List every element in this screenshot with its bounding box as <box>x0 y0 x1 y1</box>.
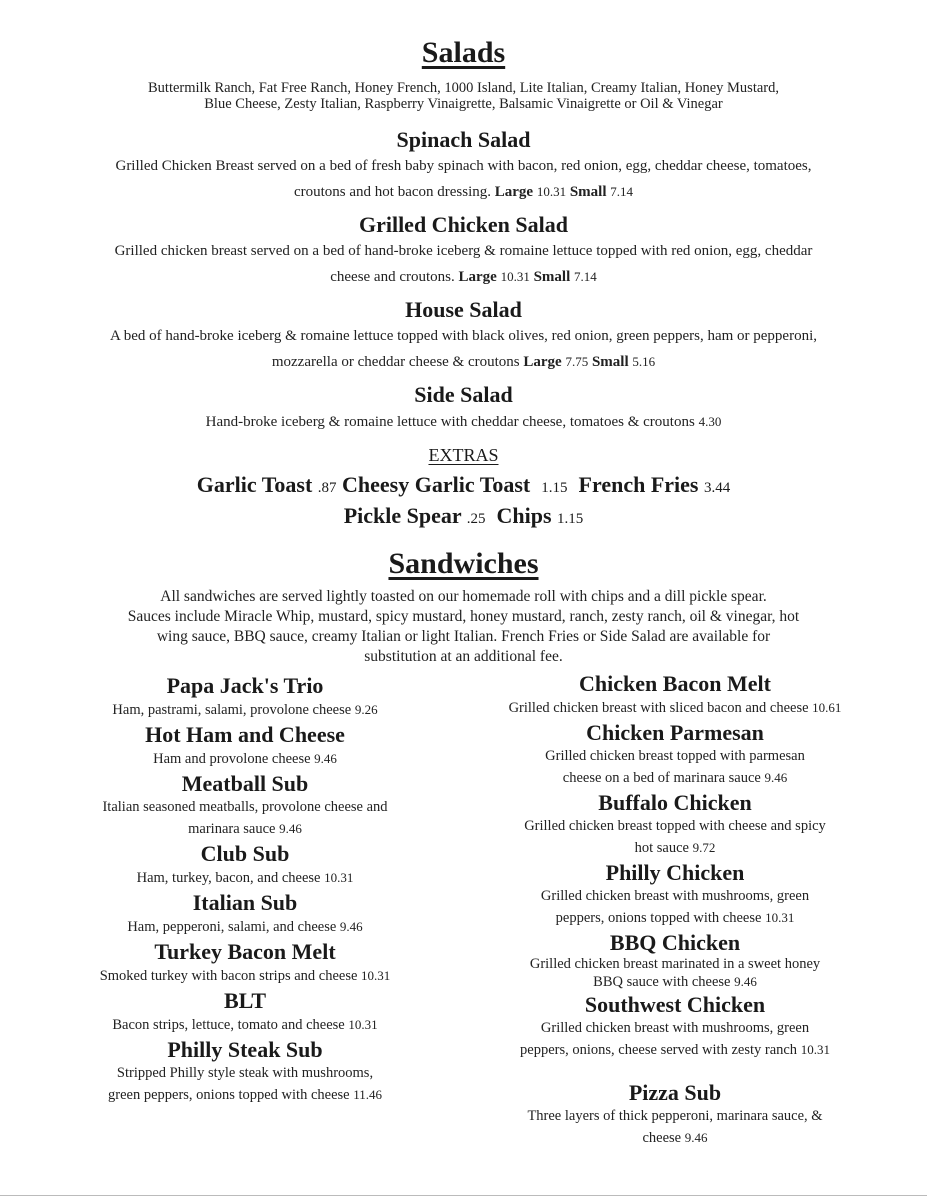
meatball-sub-title: Meatball Sub <box>181 771 309 796</box>
salads-title: Salads <box>421 36 506 69</box>
southwest-chicken-title: Southwest Chicken <box>584 992 766 1017</box>
salads-section <box>0 36 927 667</box>
side-salad-title: Side Salad <box>414 382 513 407</box>
southwest-chicken-desc-1: Grilled chicken breast with mushrooms, green <box>540 1020 810 1036</box>
extras-title: EXTRAS <box>428 445 499 465</box>
grilled-chicken-salad-desc-1: Grilled chicken breast served on a bed of hand-broke iceberg & romaine lettuce topped with red onion, egg, cheddar <box>114 243 813 259</box>
papa-jacks-trio-title: Papa Jack's Trio <box>166 673 324 698</box>
chicken-bacon-melt-title: Chicken Bacon Melt <box>579 671 771 696</box>
spinach-salad-desc-1: Grilled Chicken Breast served on a bed of fresh baby spinach with bacon, red onion, egg, cheddar cheese, tomatoes, <box>115 158 812 174</box>
blt-desc: Bacon strips, lettuce, tomato and cheese 10.31 <box>112 1017 378 1033</box>
side-salad-desc: Hand-broke iceberg & romaine lettuce with cheddar cheese, tomatoes & croutons 4.30 <box>205 414 722 430</box>
buffalo-chicken-title: Buffalo Chicken <box>598 790 752 815</box>
philly-chicken-desc-2: peppers, onions topped with cheese 10.31 <box>555 910 795 926</box>
extras-line-2: Pickle Spear .25 Chips 1.15 <box>343 503 584 528</box>
buffalo-chicken-desc-2: hot sauce 9.72 <box>634 840 716 856</box>
club-sub-desc: Ham, turkey, bacon, and cheese 10.31 <box>136 870 354 886</box>
sandwiches-right-column <box>470 670 880 1149</box>
spinach-salad-desc-2: croutons and hot bacon dressing. Large 10.31 Small 7.14 <box>293 184 634 200</box>
grilled-chicken-salad-desc-2: cheese and croutons. Large 10.31 Small 7.14 <box>330 269 597 285</box>
chicken-parmesan-title: Chicken Parmesan <box>586 720 764 745</box>
sandwich-intro-2: Sauces include Miracle Whip, mustard, spicy mustard, honey mustard, ranch, zesty ranch, oil & vinegar, hot <box>127 608 800 625</box>
southwest-chicken-desc-2: peppers, onions, cheese served with zesty ranch 10.31 <box>520 1042 830 1058</box>
house-salad-desc-1: A bed of hand-broke iceberg & romaine lettuce topped with black olives, red onion, green peppers, ham or pepperoni, <box>110 328 817 344</box>
sandwich-intro-4: substitution at an additional fee. <box>364 648 563 665</box>
philly-chicken-desc-1: Grilled chicken breast with mushrooms, green <box>540 888 810 904</box>
turkey-bacon-melt-desc: Smoked turkey with bacon strips and cheese 10.31 <box>99 968 391 984</box>
hot-ham-desc: Ham and provolone cheese 9.46 <box>153 751 337 767</box>
philly-steak-sub-title: Philly Steak Sub <box>167 1037 323 1062</box>
pizza-sub-desc-2: cheese 9.46 <box>642 1130 708 1146</box>
chicken-bacon-melt-desc: Grilled chicken breast with sliced bacon and cheese 10.61 <box>508 700 842 716</box>
philly-chicken-title: Philly Chicken <box>605 860 745 885</box>
sandwiches-left-column <box>40 672 450 1106</box>
chicken-parmesan-desc-2: cheese on a bed of marinara sauce 9.46 <box>562 770 788 786</box>
meatball-sub-desc-2: marinara sauce 9.46 <box>188 821 302 837</box>
meatball-sub-desc-1: Italian seasoned meatballs, provolone cheese and <box>102 799 388 815</box>
sandwiches-title: Sandwiches <box>388 547 539 580</box>
house-salad-desc-2: mozzarella or cheddar cheese & croutons Large 7.75 Small 5.16 <box>271 354 656 370</box>
bbq-chicken-desc-2: BBQ sauce with cheese 9.46 <box>593 974 757 990</box>
pizza-sub-title: Pizza Sub <box>628 1080 722 1105</box>
dressings-line-1: Buttermilk Ranch, Fat Free Ranch, Honey French, 1000 Island, Lite Italian, Creamy Italian, Honey Mustard, <box>148 80 779 96</box>
italian-sub-desc: Ham, pepperoni, salami, and cheese 9.46 <box>127 919 363 935</box>
sandwich-intro-1: All sandwiches are served lightly toasted on our homemade roll with chips and a dill pickle spear. <box>160 588 767 605</box>
turkey-bacon-melt-title: Turkey Bacon Melt <box>154 939 336 964</box>
grilled-chicken-salad-title: Grilled Chicken Salad <box>358 212 569 237</box>
page-bottom-divider <box>0 1195 927 1196</box>
blt-title: BLT <box>223 988 266 1013</box>
italian-sub-title: Italian Sub <box>192 890 298 915</box>
philly-steak-sub-desc-2: green peppers, onions topped with cheese 11.46 <box>108 1087 382 1103</box>
pizza-sub-desc-1: Three layers of thick pepperoni, marinara sauce, & <box>527 1108 823 1124</box>
papa-jacks-trio-desc: Ham, pastrami, salami, provolone cheese 9.26 <box>112 702 378 718</box>
bbq-chicken-desc-1: Grilled chicken breast marinated in a sweet honey <box>529 956 821 972</box>
philly-steak-sub-desc-1: Stripped Philly style steak with mushrooms, <box>116 1065 374 1081</box>
extras-line-1: Garlic Toast .87 Cheesy Garlic Toast 1.15 French Fries 3.44 <box>196 472 731 497</box>
house-salad-title: House Salad <box>405 297 522 322</box>
bbq-chicken-title: BBQ Chicken <box>609 930 741 955</box>
spinach-salad-title: Spinach Salad <box>396 127 531 152</box>
hot-ham-title: Hot Ham and Cheese <box>145 722 345 747</box>
club-sub-title: Club Sub <box>200 841 290 866</box>
chicken-parmesan-desc-1: Grilled chicken breast topped with parmesan <box>545 748 805 764</box>
dressings-line-2: Blue Cheese, Zesty Italian, Raspberry Vinaigrette, Balsamic Vinaigrette or Oil & Vinegar <box>204 96 723 112</box>
buffalo-chicken-desc-1: Grilled chicken breast topped with cheese and spicy <box>524 818 826 834</box>
sandwich-intro-3: wing sauce, BBQ sauce, creamy Italian or light Italian. French Fries or Side Salad are available for <box>156 628 771 645</box>
